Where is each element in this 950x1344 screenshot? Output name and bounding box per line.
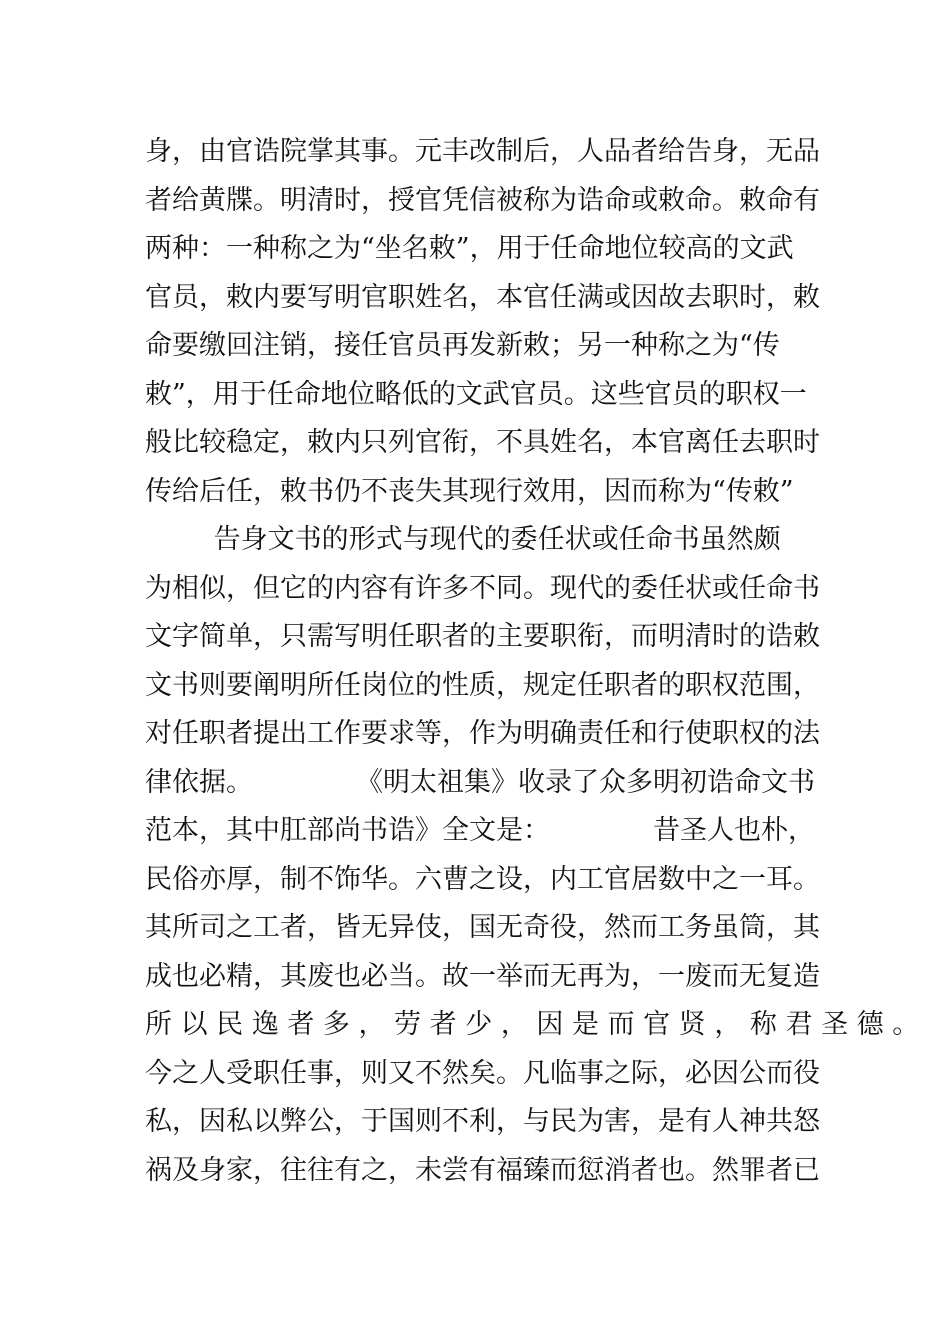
text-line-5: 命要缴回注销，接任官员再发新敕；另一种称之为“传 xyxy=(145,330,780,361)
text-line-17: 其所司之工者，皆无异伎，国无奇役，然而工务虽筒，其 xyxy=(145,912,820,943)
text-line-20: 今之人受职任事，则又不然矣。凡临事之际，必因公而役 xyxy=(145,1057,820,1089)
text-line-22: 祸及身家，往往有之，未尝有福臻而愆消者也。然罪者已 xyxy=(145,1154,820,1186)
text-line-21: 私，因私以弊公，于国则不利，与民为害，是有人神共怒 xyxy=(145,1106,820,1137)
text-line-2: 者给黄牒。明清时，授官凭信被称为诰命或敕命。敕命有 xyxy=(145,184,820,216)
text-line-6: 敕”，用于任命地位略低的文武官员。这些官员的职权一 xyxy=(145,378,807,410)
text-line-4: 官员，敕内要写明官职姓名，本官任满或因故去职时，敕 xyxy=(145,281,820,313)
text-line-14: 律依据。 《明太祖集》收录了众多明初诰命文书 xyxy=(145,766,815,798)
text-line-18: 成也必精，其废也必当。故一举而无再为，一废而无复造 xyxy=(145,960,820,992)
text-line-16: 民俗亦厚，制不饰华。六曹之设，内工官居数中之一耳。 xyxy=(145,863,820,895)
text-line-9: 告身文书的形式与现代的委任状或任命书虽然颇 xyxy=(145,524,781,555)
text-line-7: 般比较稳定，敕内只列官衔，不具姓名，本官离任去职时 xyxy=(145,427,820,458)
text-line-15: 范本，其中肛部尚书诰》全文是： 昔圣人也朴， xyxy=(145,815,815,846)
text-line-8: 传给后任，敕书仍不丧失其现行效用，因而称为“传敕” xyxy=(145,475,794,507)
text-line-11: 文字简单，只需写明任职者的主要职衔，而明清时的诰敕 xyxy=(145,621,820,652)
text-line-12: 文书则要阐明所任岗位的性质，规定任职者的职权范围， xyxy=(145,669,820,701)
text-line-1: 身，由官诰院掌其事。元丰改制后，人品者给告身，无品 xyxy=(145,136,820,167)
text-line-10: 为相似，但它的内容有许多不同。现代的委任状或任命书 xyxy=(145,572,820,604)
body-text xyxy=(145,128,920,1195)
text-line-13: 对任职者提出工作要求等，作为明确责任和行使职权的法 xyxy=(145,718,820,749)
text-line-19: 所 以 民 逸 者 多 ， 劳 者 少 ， 因 是 而 官 贤 ， 称 君 圣 德 。 xyxy=(145,1009,920,1040)
text-line-3: 两种：一种称之为“坐名敕”，用于任命地位较高的文武 xyxy=(145,233,794,264)
